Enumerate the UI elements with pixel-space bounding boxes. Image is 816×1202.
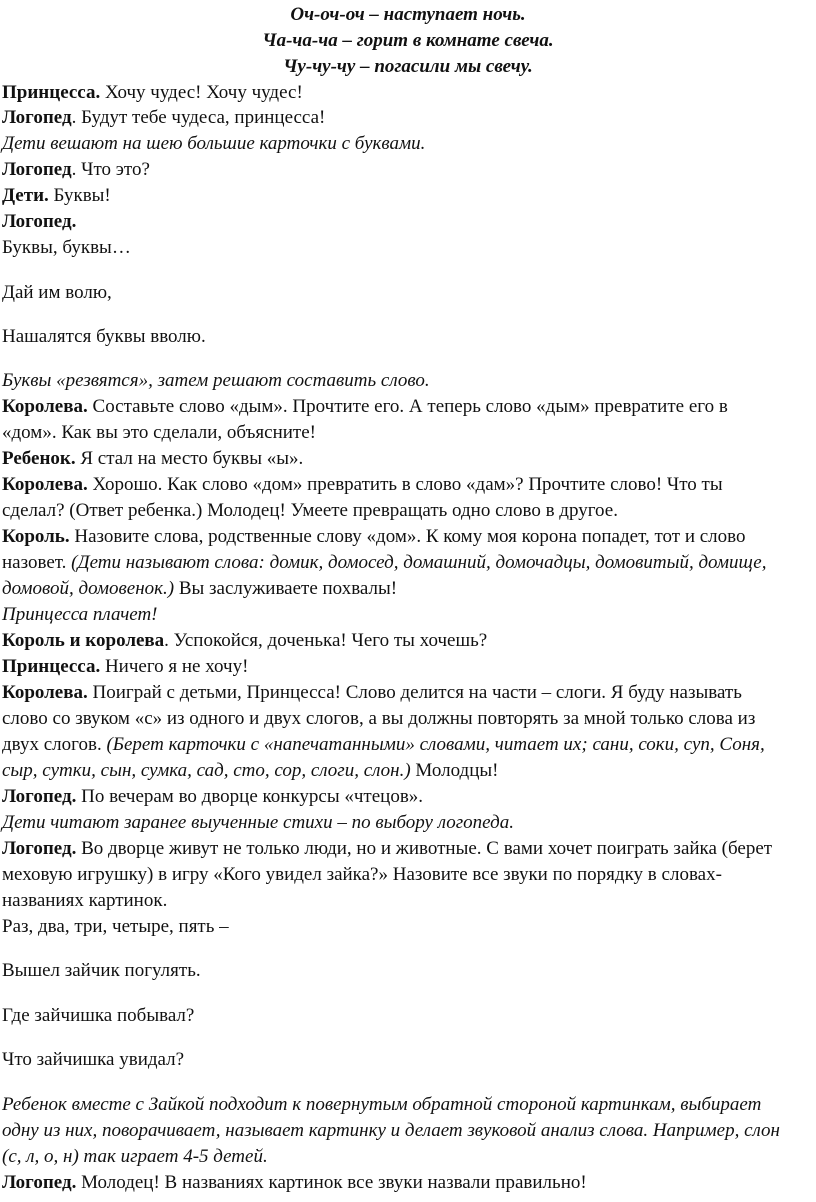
verse1-line-3: Нашалятся буквы вволю. [2, 326, 206, 347]
paragraph-queen-dym-line-2: «дом». Как вы это сделали, объясните! [2, 422, 316, 443]
speaker-label: Логопед. [2, 211, 77, 232]
stage-direction-cards [2, 131, 425, 157]
verse2-line-3: Где зайчишка побывал? [2, 1005, 195, 1026]
italic-text: (Берет карточки с «напечатанными» словами, читает их; сани, соки, суп, Соня, [106, 734, 765, 755]
verse2-line-2: Вышел зайчик погулять. [2, 960, 201, 981]
paragraph-king-line-3 [2, 576, 397, 602]
paragraph-children-answer [2, 183, 111, 209]
italic-text: Принцесса плачет! [2, 604, 158, 625]
paragraph-logoped-bunny-line-2: меховую игрушку) в игру «Кого увидел зайка?» Назовите все звуки по порядку в словах- [2, 864, 722, 885]
speaker-label: Король и королева [2, 630, 165, 651]
paragraph-logoped-bunny-line-3: названиях картинок. [2, 890, 168, 911]
line-text: По вечерам во дворце конкурсы «чтецов». [76, 786, 424, 807]
paragraph-logoped-question [2, 157, 150, 183]
paragraph-queen-dym-line-1 [2, 394, 728, 420]
paragraph-queen-syllables-line-2: слово со звуком «с» из одного и двух слогов, а вы должны повторять за мной только слова из [2, 708, 756, 729]
italic-text: Дети вешают на шею большие карточки с буквами. [2, 133, 426, 154]
line-text: Вы заслуживаете похвалы! [174, 578, 398, 599]
paragraph-king-line-2 [2, 550, 766, 576]
paragraph-logoped-bunny-line-1 [2, 836, 772, 862]
line-text: . Будут тебе чудеса, принцесса! [71, 107, 326, 128]
speaker-label: Принцесса. [2, 82, 101, 103]
verse-top-line-1: Оч-оч-оч – наступает ночь. [290, 4, 526, 25]
line-text: Ничего я не хочу! [100, 656, 249, 677]
verse-top-line-2: Ча-ча-ча – горит в комнате свеча. [262, 30, 554, 51]
line-text: Во дворце живут не только люди, но и животные. С вами хочет поиграть зайка (берет [76, 838, 773, 859]
paragraph-princess-refuse [2, 654, 248, 680]
paragraph-princess-wish [2, 80, 303, 106]
speaker-label: Королева. [2, 396, 88, 417]
verse2-line-1: Раз, два, три, четыре, пять – [2, 916, 229, 937]
speaker-label: Логопед. [2, 786, 77, 807]
line-text: . Успокойся, доченька! Чего ты хочешь? [164, 630, 488, 651]
paragraph-king-line-1 [2, 524, 746, 550]
paragraph-queen-syllables-line-1 [2, 680, 742, 706]
speaker-label: Дети. [2, 185, 49, 206]
italic-text: Дети читают заранее выученные стихи – по выбору логопеда. [2, 812, 514, 833]
speaker-label: Логопед [2, 107, 72, 128]
speaker-label: Логопед. [2, 1172, 77, 1193]
paragraph-child-answer [2, 446, 303, 472]
paragraph-logoped-reply [2, 105, 325, 131]
paragraph-logoped-label [2, 209, 76, 235]
italic-text: Ребенок вместе с Зайкой подходит к повернутым обратной стороной картинкам, выбирает [2, 1094, 762, 1115]
stage-direction-letters [2, 368, 430, 394]
italic-text: (с, л, о, н) так играет 4-5 детей. [2, 1146, 268, 1167]
paragraph-queen-syllables-line-4 [2, 758, 498, 784]
verse1-line-2: Дай им волю, [2, 282, 112, 303]
verse1-line-1: Буквы, буквы… [2, 237, 131, 258]
paragraph-king-queen [2, 628, 487, 654]
paragraph-logoped-praise [2, 1170, 587, 1196]
line-text: Буквы! [48, 185, 111, 206]
italic-text: сыр, сутки, сын, сумка, сад, сто, сор, слоги, слон.) [2, 760, 411, 781]
italic-text: (Дети называют слова: домик, домосед, домашний, домочадцы, домовитый, домище, [71, 552, 767, 573]
speaker-label: Королева. [2, 474, 88, 495]
line-text: Хорошо. Как слово «дом» превратить в слово «дам»? Прочтите слово! Что ты [87, 474, 723, 495]
paragraph-queen-dam-line-2: сделал? (Ответ ребенка.) Молодец! Умеете превращать одно слово в другое. [2, 500, 618, 521]
stage-direction-poems [2, 810, 514, 836]
speaker-label: Принцесса. [2, 656, 101, 677]
stage-direction-analysis-line-1 [2, 1092, 761, 1118]
speaker-label: Король. [2, 526, 70, 547]
stage-direction-analysis-line-3 [2, 1144, 268, 1170]
paragraph-queen-dam-line-1 [2, 472, 723, 498]
speaker-label: Королева. [2, 682, 88, 703]
italic-text: Буквы «резвятся», затем решают составить слово. [2, 370, 430, 391]
italic-text: домовой, домовенок.) [2, 578, 175, 599]
line-text: Хочу чудес! Хочу чудес! [100, 82, 303, 103]
paragraph-queen-syllables-line-3 [2, 732, 765, 758]
speaker-label: Логопед [2, 159, 72, 180]
line-text: Молодец! В названиях картинок все звуки назвали правильно! [76, 1172, 587, 1193]
verse-top-line-3: Чу-чу-чу – погасили мы свечу. [283, 56, 533, 77]
line-text: . Что это? [71, 159, 150, 180]
stage-direction-princess-cries [2, 602, 158, 628]
line-text: Поиграй с детьми, Принцесса! Слово делится на части – слоги. Я буду называть [87, 682, 742, 703]
italic-text: одну из них, поворачивает, называет картинку и делает звуковой анализ слова. Например, слон [2, 1120, 780, 1141]
line-text: Составьте слово «дым». Прочтите его. А теперь слово «дым» превратите его в [87, 396, 728, 417]
paragraph-logoped-contest [2, 784, 423, 810]
stage-direction-analysis-line-2 [2, 1118, 780, 1144]
line-text: Молодцы! [410, 760, 499, 781]
line-text: двух слогов. [2, 734, 107, 755]
line-text: Я стал на место буквы «ы». [75, 448, 304, 469]
line-text: Назовите слова, родственные слову «дом». К кому моя корона попадет, тот и слово [69, 526, 746, 547]
speaker-label: Логопед. [2, 838, 77, 859]
line-text: назовет. [2, 552, 72, 573]
verse2-line-4: Что зайчишка увидал? [2, 1049, 185, 1070]
speaker-label: Ребенок. [2, 448, 76, 469]
